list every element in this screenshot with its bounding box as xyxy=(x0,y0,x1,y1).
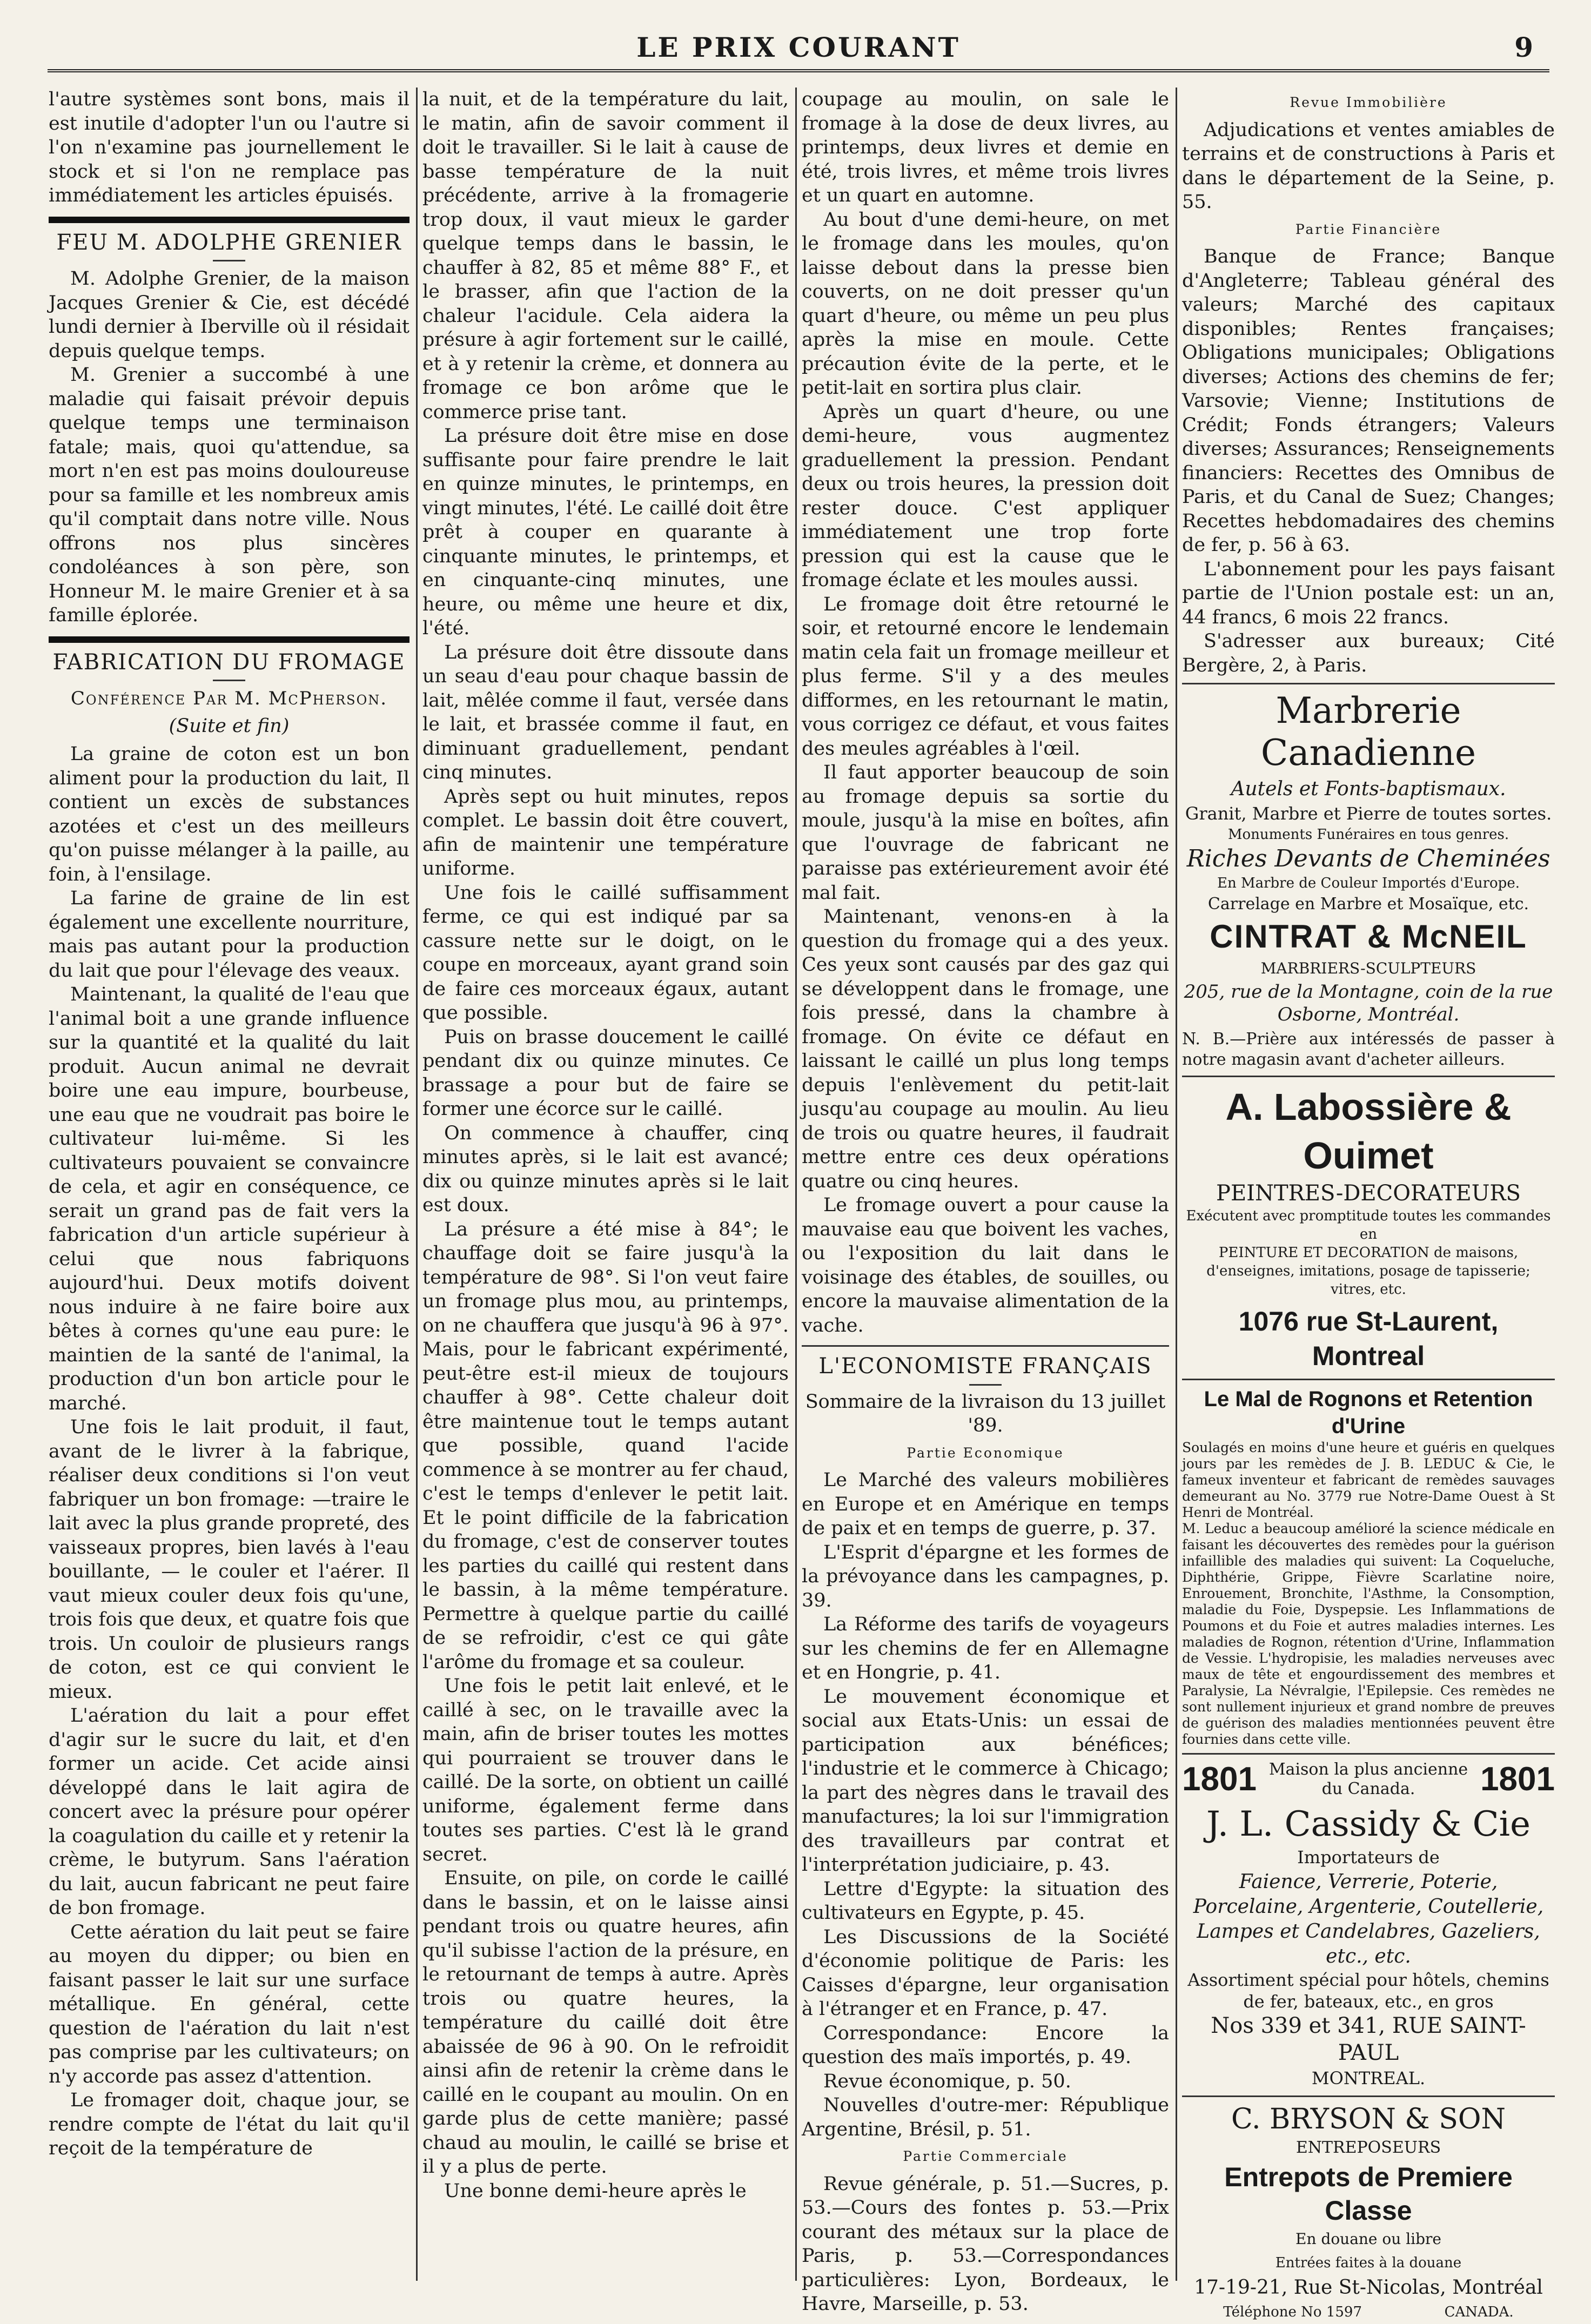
paragraph: l'autre systèmes sont bons, mais il est inutile d'adopter l'un ou l'autre si l'on n'examine pas journellement le stock et si l'on ne remplace pas immédiatement les articles épuisés. xyxy=(49,88,410,208)
list-item: Le mouvement économique et social aux Etats-Unis: un essai de participation aux bénéfices; l'industrie et le commerce à Chicago; la part des nègres dans le travail des manufactures; la loi sur l'immigration des travailleurs par contrat et l'interprétation judiciaire, p. 43. xyxy=(802,1685,1169,1877)
divider xyxy=(49,636,410,643)
ad-line: Assortiment spécial pour hôtels, chemins de fer, bateaux, etc., en gros xyxy=(1182,1969,1555,2012)
list-item: Le Marché des valeurs mobilières en Europe et en Amérique en temps de paix et en temps de guerre, p. 37. xyxy=(802,1468,1169,1541)
list-item: Lettre d'Egypte: la situation des cultivateurs en Egypte, p. 45. xyxy=(802,1877,1169,1925)
ad-line: Exécutent avec promptitude toutes les commandes en xyxy=(1182,1207,1555,1244)
paragraph: Le fromage doit être retourné le soir, et retourné encore le lendemain matin cela fait un fromage meilleur et plus ferme. S'il y a des meules difformes, en les retournant le matin, vous corrigez ce défaut, et vous faites des meules agréables à l'œil. xyxy=(802,593,1169,761)
divider xyxy=(969,1384,1002,1386)
column-4 xyxy=(1182,88,1555,2281)
ad-address: Nos 339 et 341, RUE SAINT-PAUL xyxy=(1182,2012,1555,2066)
list-item: Revue économique, p. 50. xyxy=(802,2070,1169,2094)
paragraph: la nuit, et de la température du lait, le matin, afin de savoir comment il doit le travailler. Si le lait à cause de basse température de la nuit précédente, arrive à la fromagerie trop doux, il vaut mieux le garder quelque temps dans le bassin, le chauffer à 82, 85 et même 88° F., et le brasser, afin que l'action de la chaleur l'acidule. Cela aidera la présure à agir fortement sur le caillé, et à y retenir la crème, et donnera au fromage ce bon arôme que le commerce prise tant. xyxy=(422,88,789,424)
ad-line: En Marbre de Couleur Importés d'Europe. xyxy=(1182,874,1555,892)
paragraph: La présure doit être dissoute dans un seau d'eau pour chaque bassin de lait, mêlée comme il faut, versée dans le lait, et brassée comme il faut, en diminuant graduellement, pendant cinq minutes. xyxy=(422,641,789,785)
column-2 xyxy=(422,88,789,2281)
ad-line: Autels et Fonts-baptismaux. xyxy=(1182,777,1555,802)
paragraph: Maintenant, venons-en à la question du fromage qui a des yeux. Ces yeux sont causés par des gaz qui se développent dans le fromage, une fois pressé, dans la chambre à fromage. On évite ce défaut en laissant le caillé un plus long temps depuis l'enlèvement du petit-lait jusqu'au coupage au moulin. Au lieu de trois ou quatre heures, il faudrait mettre entre ces deux opérations quatre ou cinq heures. xyxy=(802,905,1169,1193)
ad-title: Marbrerie Canadienne xyxy=(1182,690,1555,774)
sommaire: Sommaire de la livraison du 13 juillet '89. xyxy=(802,1390,1169,1438)
divider xyxy=(1182,1379,1555,1380)
section-label: Partie Commerciale xyxy=(802,2145,1169,2169)
section-label: Partie Financière xyxy=(1182,218,1555,242)
ad-footer xyxy=(1182,2300,1555,2324)
paragraph: Ensuite, on pile, on corde le caillé dans le bassin, et on le laisse ainsi pendant trois ou quatre heures, afin qu'il subisse l'action de la présure, en le retournant de temps à autre. Après trois ou quatre heures, la température du caillé doit être abaissée de 96 à 90. On le refroidit ainsi afin de retenir la crème dans le caillé en le coupant au moulin. On en garde plus de cette manière; passé chaud au moulin, le caillé se brise et il y a plus de perte. xyxy=(422,1866,789,2179)
year-left: 1801 xyxy=(1182,1768,1257,1792)
ad-line: Faience, Verrerie, Poterie, Porcelaine, Argenterie, Coutellerie, Lampes et Candelabres, Gazeliers, etc., etc. xyxy=(1182,1870,1555,1969)
paragraph: La présure a été mise à 84°; le chauffage doit se faire jusqu'à la température de 98°. Si l'on veut faire un fromage plus mou, au printemps, on ne chauffera que jusqu'à 96 à 97°. Mais, pour le fabricant expérimenté, peut-être est-il mieux de toujours chauffer à 98°. Cette chaleur doit être maintenue tout le temps autant que possible, quand l'acide commence à se montrer au fer chaud, c'est le temps d'enlever le petit lait. Et le point difficile de la fabrication du fromage, c'est de conserver toutes les parties du caillé qui restent dans le bassin, à la même température. Permettre à quelque partie du caillé de se refroidir, c'est ce qui gâte l'arôme du fromage et sa couleur. xyxy=(422,1218,789,1675)
column-divider xyxy=(416,88,418,2281)
subtitle: (Suite et fin) xyxy=(49,714,410,738)
article-title: FABRICATION DU FROMAGE xyxy=(49,650,410,675)
paragraph: Cette aération du lait peut se faire au moyen du dipper; ou bien en faisant passer le lait sur une surface métallique. En général, cette question de l'aération du lait n'est pas comprise par les cultivateurs; on n'y accorde pas assez d'attention. xyxy=(49,1920,410,2089)
divider xyxy=(1182,2095,1555,2097)
page-number: 9 xyxy=(1514,31,1533,63)
ad-line: Importateurs de xyxy=(1182,1845,1555,1870)
paragraph: Maintenant, la qualité de l'eau que l'animal boit a une grande influence sur la quantité et la qualité du lait produit. Aucun animal ne devrait boire une eau impure, bourbeuse, une eau que ne voudrait pas boire le cultivateur lui-même. Si les cultivateurs pouvaient se convaincre de cela, et agir en conséquence, ce serait un grand pas de fait vers la fabrication d'un article supérieur à celui que nous fabriquons aujourd'hui. Deux motifs doivent nous induire à ne faire boire aux bêtes à cornes qu'une eau pure: le maintien de la santé de l'animal, la production d'un bon article pour le marché. xyxy=(49,983,410,1415)
paragraph: Après un quart d'heure, ou une demi-heure, vous augmentez graduellement la pression. Pendant deux ou trois heures, la pression doit rester douce. C'est appliquer immédiatement une trop forte pression qui est la cause que le fromage éclate et les moules aussi. xyxy=(802,400,1169,593)
paragraph: La farine de graine de lin est également une excellente nourriture, mais pas autant pour la production du lait que pour l'élevage des veaux. xyxy=(49,886,410,983)
ad-title: A. Labossière & Ouimet xyxy=(1182,1083,1555,1180)
column-divider xyxy=(795,88,797,2281)
divider xyxy=(1182,1753,1555,1755)
list-item: L'Esprit d'épargne et les formes de la prévoyance dans les campagnes, p. 39. xyxy=(802,1541,1169,1613)
newspaper-title: LE PRIX COURANT xyxy=(48,31,1549,63)
paragraph: M. Adolphe Grenier, de la maison Jacques Grenier & Cie, est décédé lundi dernier à Iberville où il résidait depuis quelque temps. xyxy=(49,267,410,363)
ad-line: N. B.—Prière aux intéressés de passer à notre magasin avant d'acheter ailleurs. xyxy=(1182,1029,1555,1070)
telephone: Téléphone No 1597 xyxy=(1223,2300,1362,2324)
ad-title: C. BRYSON & SON xyxy=(1182,2103,1555,2136)
list-item: Correspondance: Encore la question des maïs importés, p. 49. xyxy=(802,2021,1169,2070)
column-divider xyxy=(1176,88,1177,2281)
paragraph: La graine de coton est un bon aliment pour la production du lait, Il contient un excès de substances azotées et c'est un des meilleurs qu'on puisse mélanger à la paille, au foin, à l'ensilage. xyxy=(49,742,410,886)
list-item: Revue générale, p. 51.—Sucres, p. 53.—Cours des fontes p. 53.—Prix courant des métaux sur la place de Paris, p. 53.—Correspondances particulières: Lyon, Bordeaux, le Havre, Marseille, p. 53. xyxy=(802,2172,1169,2316)
paragraph: Le fromage ouvert a pour cause la mauvaise eau que boivent les vaches, ou l'exposition du lait dans le voisinage des étables, de souilles, ou encore la mauvaise alimentation de la vache. xyxy=(802,1193,1169,1338)
divider xyxy=(49,217,410,223)
divider xyxy=(213,260,245,261)
ad-line: Monuments Funéraires en tous genres. xyxy=(1182,825,1555,844)
list-item: Les Discussions de la Société d'économie politique de Paris: les Caisses d'épargne, leur organisation à l'étranger et en France, p. 47. xyxy=(802,1925,1169,2021)
ad-line: PEINTURE ET DECORATION de maisons, d'enseignes, imitations, posage de tapisserie; vitres, etc. xyxy=(1182,1244,1555,1299)
section-label: Partie Economique xyxy=(802,1441,1169,1466)
ad-title: Entrepots de Premiere Classe xyxy=(1182,2160,1555,2227)
ad-line: 205, rue de la Montagne, coin de la rue Osborne, Montréal. xyxy=(1182,980,1555,1026)
ad-line: Entrées faites à la douane xyxy=(1182,2251,1555,2275)
paragraph: La présure doit être mise en dose suffisante pour faire prendre le lait en quinze minutes, le printemps, en vingt minutes, l'été. Le caillé doit être prêt à couper en quarante à cinquante minutes, le printemps, et en cinquante-cinq minutes, une heure, ou même une heure et dix, l'été. xyxy=(422,424,789,641)
ad-line: Soulagés en moins d'une heure et guéris en quelques jours par les remèdes de J. B. LEDUC & Cie, le fameux inventeur et fabricant de remèdes sauvages demeurant au No. 3779 rue Notre-Dame Ouest à St Henri de Montréal. xyxy=(1182,1440,1555,1521)
paragraph: Une bonne demi-heure après le xyxy=(422,2179,789,2204)
ad-line: ENTREPOSEURS xyxy=(1182,2136,1555,2160)
divider xyxy=(1182,683,1555,684)
paragraph: On commence à chauffer, cinq minutes après, si le lait est avancé; dix ou quinze minutes après si le lait est doux. xyxy=(422,1121,789,1218)
paragraph: Il faut apporter beaucoup de soin au fromage depuis sa sortie du moule, jusqu'à la mise en boîtes, afin que l'ouvrage de fabricant ne paraisse pas extérieurement avoir été mal fait. xyxy=(802,761,1169,905)
paragraph: M. Grenier a succombé à une maladie qui faisait prévoir depuis quelque temps une terminaison fatale; mais, quoi qu'attendue, sa mort n'en est pas moins douloureuse pour sa famille et les nombreux amis qu'il comptait dans notre ville. Nous offrons nos plus sincères condoléances à son père, son Honneur M. le maire Grenier et à sa famille éplorée. xyxy=(49,363,410,628)
paragraph: Après sept ou huit minutes, repos complet. Le bassin doit être couvert, afin de maintenir une température uniforme. xyxy=(422,785,789,881)
divider xyxy=(1182,1076,1555,1077)
paragraph: Puis on brasse doucement le caillé pendant dix ou quinze minutes. Ce brassage a pour but de faire se former une écorce sur le caillé. xyxy=(422,1025,789,1121)
paragraph: S'adresser aux bureaux; Cité Bergère, 2, à Paris. xyxy=(1182,629,1555,677)
country: CANADA. xyxy=(1445,2300,1514,2324)
paragraph: L'abonnement pour les pays faisant partie de l'Union postale est: un an, 44 francs, 6 mois 22 francs. xyxy=(1182,558,1555,630)
section-label: Revue Immobilière xyxy=(1182,91,1555,115)
article-title: L'ECONOMISTE FRANÇAIS xyxy=(802,1354,1169,1379)
ad-address: 1076 rue St-Laurent, Montreal xyxy=(1182,1304,1555,1373)
ad-title: Le Mal de Rognons et Retention d'Urine xyxy=(1182,1386,1555,1440)
list-item: Adjudications et ventes amiables de terrains et de constructions à Paris et dans le département de la Seine, p. 55. xyxy=(1182,118,1555,214)
list-item: La Réforme des tarifs de voyageurs sur les chemins de fer en Allemagne et en Hongrie, p. 41. xyxy=(802,1613,1169,1685)
ad-line: MARBRIERS-SCULPTEURS xyxy=(1182,957,1555,981)
ad-address: 17-19-21, Rue St-Nicolas, Montréal xyxy=(1182,2275,1555,2300)
ad-line: Riches Devants de Cheminées xyxy=(1182,844,1555,874)
column-3 xyxy=(802,88,1169,2281)
divider xyxy=(802,1345,1169,1347)
ad-title: J. L. Cassidy & Cie xyxy=(1182,1803,1555,1845)
paragraph: coupage au moulin, on sale le fromage à la dose de deux livres, au printemps, deux livres et demie en été, trois livres, et même trois livres et un quart en automne. xyxy=(802,88,1169,208)
ad-line: Maison la plus ancienne du Canada. xyxy=(1263,1760,1474,1799)
column-1 xyxy=(49,88,410,2281)
ad-line: MONTREAL. xyxy=(1182,2066,1555,2091)
list-item: Nouvelles d'outre-mer: République Argentine, Brésil, p. 51. xyxy=(802,2093,1169,2141)
paragraph: Une fois le caillé suffisamment ferme, ce qui est indiqué par sa cassure nette sur le doigt, on le coupe en morceaux, ayant grand soin de faire ces morceaux égaux, autant que possible. xyxy=(422,881,789,1025)
ad-title: CINTRAT & McNEIL xyxy=(1182,917,1555,957)
ad-line: En douane ou libre xyxy=(1182,2227,1555,2252)
paragraph: Une fois le lait produit, il faut, avant de le livrer à la fabrique, réaliser deux conditions si l'on veut fabriquer un bon fromage: —traire le lait avec la plus grande propreté, des vaisseaux propres, bien lavés à l'eau bouillante, — le couler et l'aérer. Il vaut mieux couler deux fois qu'une, trois fois que deux, et quatre fois que trois. Un couloir de plusieurs rangs de coton, est ce qui convient le mieux. xyxy=(49,1415,410,1704)
ad-line: Carrelage en Marbre et Mosaïque, etc. xyxy=(1182,892,1555,917)
paragraph: Au bout d'une demi-heure, on met le fromage dans les moules, qu'on laisse debout dans la presse bien couverts, on ne doit presser qu'un quart d'heure, ou même un peu plus après la mise en moule. Cette précaution évite de la perte, et le petit-lait en sortira plus clair. xyxy=(802,208,1169,400)
paragraph: Le fromager doit, chaque jour, se rendre compte de l'état du lait qu'il reçoit de la température de xyxy=(49,2088,410,2161)
ad-header xyxy=(1182,1760,1555,1799)
list-item: Banque de France; Banque d'Angleterre; Tableau général des valeurs; Marché des capitaux disponibles; Rentes françaises; Obligations municipales; Obligations diverses; Actions des chemins de fer; Varsovie; Vienne; Institutions de Crédit; Fonds étrangers; Valeurs diverses; Assurances; Renseignements financiers: Recettes des Omnibus de Paris, et du Canal de Suez; Changes; Recettes hebdomadaires des chemins de fer, p. 56 à 63. xyxy=(1182,245,1555,558)
year-right: 1801 xyxy=(1480,1768,1555,1792)
paragraph: L'aération du lait a pour effet d'agir sur le sucre du lait, et d'en former un acide. Cet acide ainsi développé dans le lait agira de concert avec la présure pour opérer la coagulation du caille et y retenir la crème, le butyrum. Sans l'aération du lait, aucun fabricant ne peut faire de bon fromage. xyxy=(49,1704,410,1920)
divider xyxy=(213,680,245,681)
paragraph: Une fois le petit lait enlevé, et le caillé à sec, on le travaille avec la main, afin de briser toutes les mottes qui pourraient se trouver dans le caillé. De la sorte, on obtient un caillé uniforme, également ferme dans toutes ses parties. C'est là le grand secret. xyxy=(422,1674,789,1866)
ad-line: Granit, Marbre et Pierre de toutes sortes. xyxy=(1182,802,1555,826)
page-header xyxy=(48,31,1549,72)
ad-line: PEINTRES-DECORATEURS xyxy=(1182,1180,1555,1207)
ad-line: M. Leduc a beaucoup amélioré la science médicale en faisant les découvertes des remèdes pour la guérison infaillible des maladies qui suivent: La Coqueluche, Diphthérie, Grippe, Fièvre Scarlatine noire, Enrouement, Bronchite, l'Asthme, la Consomption, maladie du Foie, Dyspepsie. Les Inflammations de Poumons et du Foie et autres maladies internes. Les maladies de Rognon, rétention d'Urine, Inflammation de Vessie. L'hydropisie, les maladies nerveuses avec maux de tête et engourdissement des membres et Paralysie, La Névralgie, l'Epilepsie. Ces remèdes ne sont nullement injurieux et grand nombre de preuves de guérison des maladies mentionnées peuvent être fournies dans cette ville. xyxy=(1182,1521,1555,1748)
article-title: FEU M. ADOLPHE GRENIER xyxy=(49,231,410,255)
byline: Conférence Par M. McPherson. xyxy=(49,687,410,711)
